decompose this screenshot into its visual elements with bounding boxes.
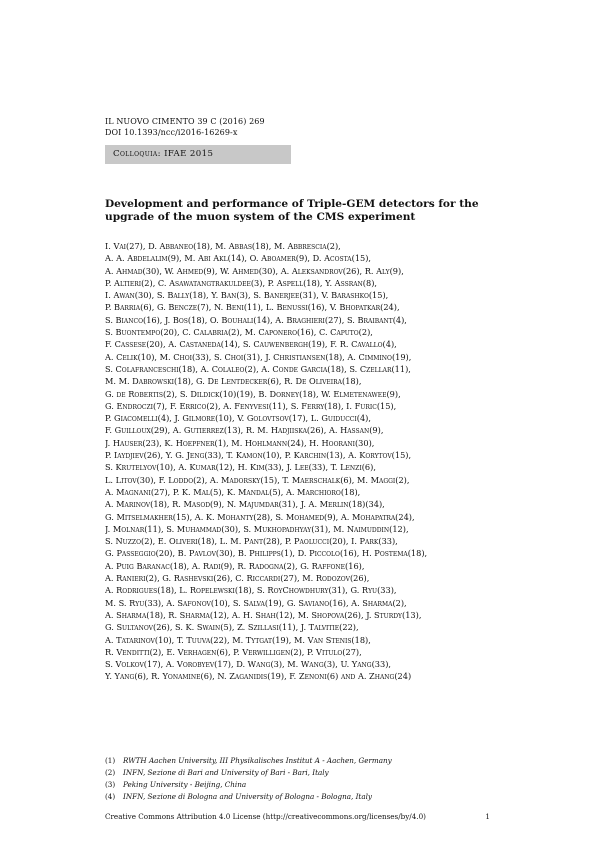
author-line: P. Iaydjiev(26), Y. G. Jeng(33), T. Kamon(10), P. Karchin(13), A. Korytov(15), [105,450,412,461]
author-line: S. Krutelyov(10), A. Kumar(12), H. Kim(33), J. Lee(33), T. Lenzi(6), [105,462,376,473]
journal-citation: IL NUOVO CIMENTO 39 C (2016) 269 [105,117,265,126]
author-line: A. Ahmad(30), W. Ahmed(9), W. Ahmed(30), A. Aleksandrov(26), R. Aly(9), [105,265,404,276]
author-line: R. Venditti(2), E. Verhagen(6), P. Verwilligen(2), P. Vitulo(27), [105,646,362,657]
author-line: A. Rodrigues(18), L. Ropelewski(18), S. RoyChowdhury(31), G. Ryu(33), [105,585,397,596]
author-line: Y. Yang(6), R. Yonamine(6), N. Zaganidis(19), F. Zenoni(6) and A. Zhang(24) [105,671,412,682]
author-line: S. Bianco(16), J. Bos(18), O. Bouhali(14), A. Braghieri(27), S. Braibant(4), [105,314,407,325]
author-list [105,240,490,683]
author-line: A. Marinov(18), R. Masod(9), N. Majumdar(31), J. A. Merlin(18)(34), [105,499,385,510]
page-number: 1 [485,812,490,821]
author-line: A. Ranieri(2), G. Rashevski(26), C. Riccardi(27), M. Rodozov(26), [105,573,370,584]
author-line: G. de Robertis(2), S. Dildick(10)(19), B. Dorney(18), W. Elmetenawee(9), [105,388,401,399]
page-footer [105,812,490,821]
affiliation-key: (3) [105,780,116,789]
author-line: A. Sharma(18), R. Sharma(12), A. H. Shah(12), M. Shopova(26), J. Sturdy(13), [105,609,422,620]
author-line: G. Passeggio(20), B. Pavlov(30), B. Philipps(1), D. Piccolo(16), H. Postema(18), [105,548,428,559]
affiliation-item [105,755,490,767]
journal-header [105,116,265,138]
author-line: M. S. Ryu(33), A. Safonov(10), S. Salva(19), G. Saviano(16), A. Sharma(2), [105,597,407,608]
affiliation-text: INFN, Sezione di Bari and University of Bari - Bari, Italy [123,768,329,777]
author-line: J. Molnar(11), S. Muhammad(30), S. Mukhopadhyay(31), M. Naimuddin(12), [105,523,409,534]
affiliation-key: (1) [105,756,116,765]
author-line: S. Buontempo(20), C. Calabria(2), M. Caponero(16), C. Caputo(2), [105,327,373,338]
paper-title: Development and performance of Triple-GEM detectors for the upgrade of the muon system of the CMS experiment [105,198,479,223]
affiliation-text: Peking University - Beijing, China [123,780,247,789]
author-line: A. A. Abdelalim(9), M. Abi Akl(14), O. Aboamer(9), D. Acosta(15), [105,253,372,264]
affiliation-item [105,767,490,779]
affiliation-key: (2) [105,768,116,777]
banner-label: Colloquia: IFAE 2015 [113,149,214,159]
author-line: I. Awan(30), S. Bally(18), Y. Ban(3), S. Banerjee(31), V. Barashko(15), [105,290,389,301]
author-line: F. Cassese(20), A. Castaneda(14), S. Cauwenbergh(19), F. R. Cavallo(4), [105,339,397,350]
author-line: A. Celik(10), M. Choi(33), S. Choi(31), J. Christiansen(18), A. Cimmino(19), [105,351,412,362]
affiliation-text: INFN, Sezione di Bologna and University of Bologna - Bologna, Italy [123,792,372,801]
license-text: Creative Commons Attribution 4.0 License (http://creativecommons.org/licenses/by/4.0) [105,812,426,821]
author-line: P. Giacomelli(4), J. Gilmore(10), V. Golovtsov(17), L. Guiducci(4), [105,413,371,424]
author-line: G. Endroczi(7), F. Errico(2), A. Fenyvesi(11), S. Ferry(18), I. Furic(15), [105,400,397,411]
author-line: A. Tatarinov(10), T. Tuuva(22), M. Tytgat(19), M. Van Stenis(18), [105,634,371,645]
author-line: S. Volkov(17), A. Vorobyev(17), D. Wang(3), M. Wang(3), U. Yang(33), [105,659,391,670]
affiliation-item [105,791,490,803]
author-line: S. Colafranceschi(18), A. Colaleo(2), A. Conde Garcia(18), S. Czellar(11), [105,363,411,374]
affiliation-item [105,779,490,791]
author-line: I. Vai(27), D. Abbaneo(18), M. Abbas(18), M. Abbrescia(2), [105,241,341,251]
author-line: S. Nuzzo(2), E. Oliveri(18), L. M. Pant(28), P. Paolucci(20), I. Park(33), [105,536,398,547]
author-line: P. Barria(6), G. Bencze(7), N. Beni(11), L. Benussi(16), V. Bhopatkar(24), [105,302,400,313]
author-line: J. Hauser(23), K. Hoepfner(1), M. Hohlmann(24), H. Hoorani(30), [105,437,375,448]
affiliation-key: (4) [105,792,116,801]
author-line: A. Magnani(27), P. K. Mal(5), K. Mandal(5), A. Marchioro(18), [105,486,361,497]
author-line: G. Mitselmakher(15), A. K. Mohanty(28), S. Mohamed(9), A. Mohapatra(24), [105,511,415,522]
author-line: P. Altieri(2), C. Asawatangtrakuldee(3), P. Aspell(18), Y. Assran(8), [105,277,378,288]
affiliation-text: RWTH Aachen University, III Physikalisches Institut A - Aachen, Germany [123,756,392,765]
author-line: F. Guilloux(29), A. Gutierrez(13), R. M. Hadjiiska(26), A. Hassan(9), [105,425,384,436]
author-line: L. Litov(30), F. Loddo(2), A. Madorsky(15), T. Maerschalk(6), M. Maggi(2), [105,474,410,485]
author-line: M. M. Dabrowski(18), G. De Lentdecker(6), R. De Oliveira(18), [105,376,362,387]
affiliation-list [105,755,490,803]
colloquia-banner [105,145,291,164]
author-line: G. Sultanov(26), S. K. Swain(5), Z. Szillasi(11), J. Talvitie(22), [105,622,359,633]
doi: DOI 10.1393/ncc/i2016-16269-x [105,128,238,137]
author-line: A. Puig Baranac(18), A. Radi(9), R. Radogna(2), G. Raffone(16), [105,560,365,571]
